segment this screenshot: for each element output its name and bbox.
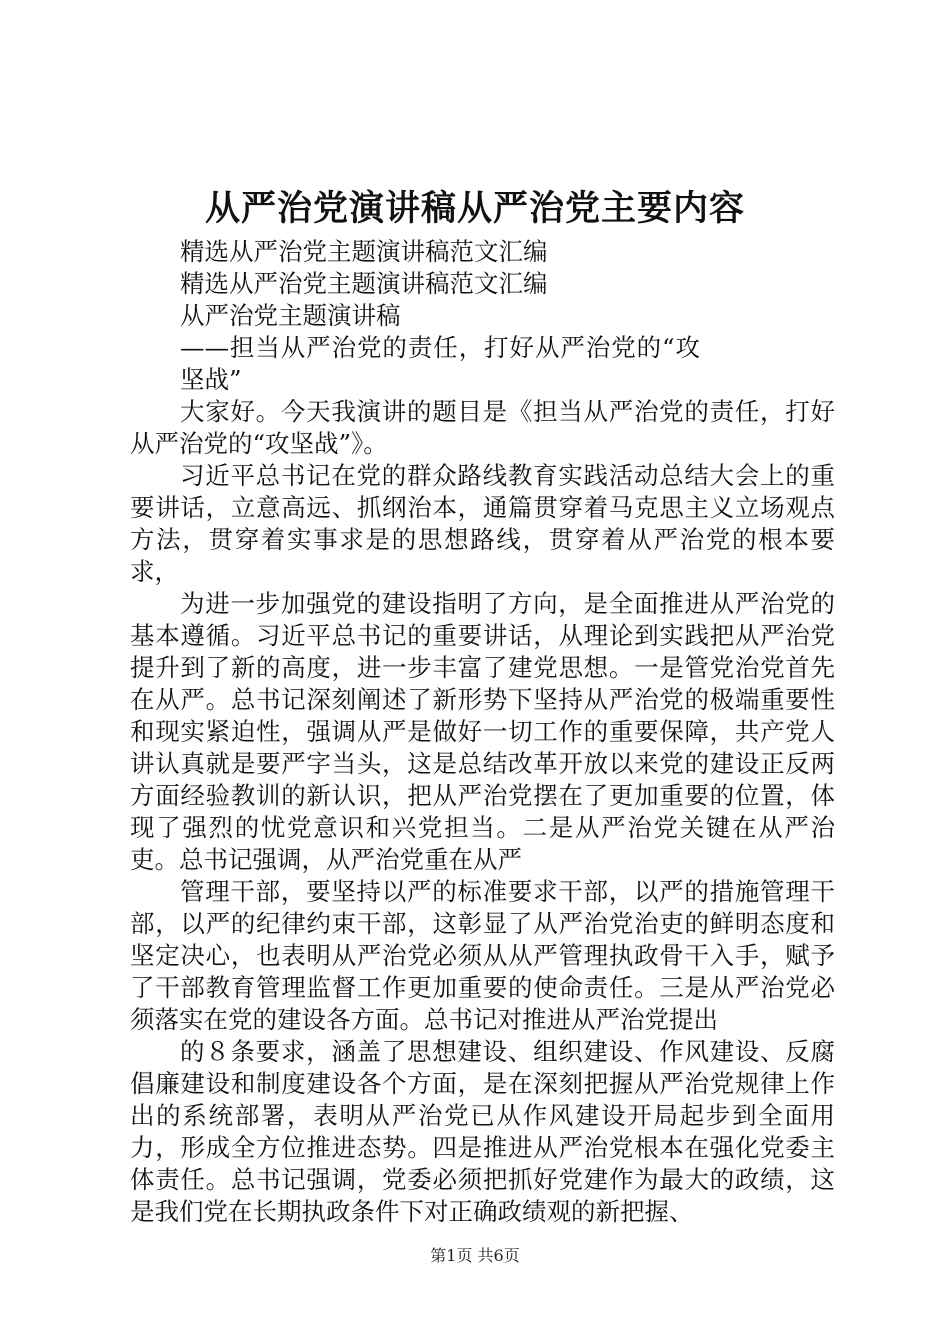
header-line: 精选从严治党主题演讲稿范文汇编 <box>180 269 548 298</box>
paragraph: 管理干部，要坚持以严的标准要求干部，以严的措施管理干部，以严的纪律约束干部，这彰显了从严治党治吏的鲜明态度和坚定决心，也表明从严治党必须从从严管理执政骨干入手，赋予了干部教育管理监督工作更加重要的使命责任。三是从严治党必须落实在党的建设各方面。总书记对推进从严治党提出 <box>130 877 835 1034</box>
document-body <box>130 236 835 1228</box>
speech-subtitle: ——担当从严治党的责任，打好从严治党的“攻坚战” <box>180 333 700 394</box>
document-title: 从严治党演讲稿从严治党主要内容 <box>204 188 745 229</box>
paragraph: 大家好。今天我演讲的题目是《担当从严治党的责任，打好从严治党的“攻坚战”》。 <box>130 397 835 458</box>
page-footer: 第1页 共6页 <box>430 1246 520 1265</box>
header-line: 从严治党主题演讲稿 <box>180 301 401 330</box>
paragraph: 为进一步加强党的建设指明了方向，是全面推进从严治党的基本遵循。习近平总书记的重要讲话，从理论到实践把从严治党提升到了新的高度，进一步丰富了建党思想。一是管党治党首先在从严。总书记深刻阐述了新形势下坚持从严治党的极端重要性和现实紧迫性，强调从严是做好一切工作的重要保障，共产党人讲认真就是要严字当头，这是总结改革开放以来党的建设正反两方面经验教训的新认识，把从严治党摆在了更加重要的位置，体现了强烈的忧党意识和兴党担当。二是从严治党关键在从严治吏。总书记强调，从严治党重在从严 <box>130 589 835 874</box>
header-line: 精选从严治党主题演讲稿范文汇编 <box>180 237 548 266</box>
paragraph: 习近平总书记在党的群众路线教育实践活动总结大会上的重要讲话，立意高远、抓纲治本，通篇贯穿着马克思主义立场观点方法，贯穿着实事求是的思想路线，贯穿着从严治党的根本要求， <box>130 461 835 586</box>
paragraph: 的８条要求，涵盖了思想建设、组织建设、作风建设、反腐倡廉建设和制度建设各个方面，是在深刻把握从严治党规律上作出的系统部署，表明从严治党已从作风建设开局起步到全面用力，形成全方位推进态势。四是推进从严治党根本在强化党委主体责任。总书记强调，党委必须把抓好党建作为最大的政绩，这是我们党在长期执政条件下对正确政绩观的新把握、 <box>130 1037 835 1226</box>
